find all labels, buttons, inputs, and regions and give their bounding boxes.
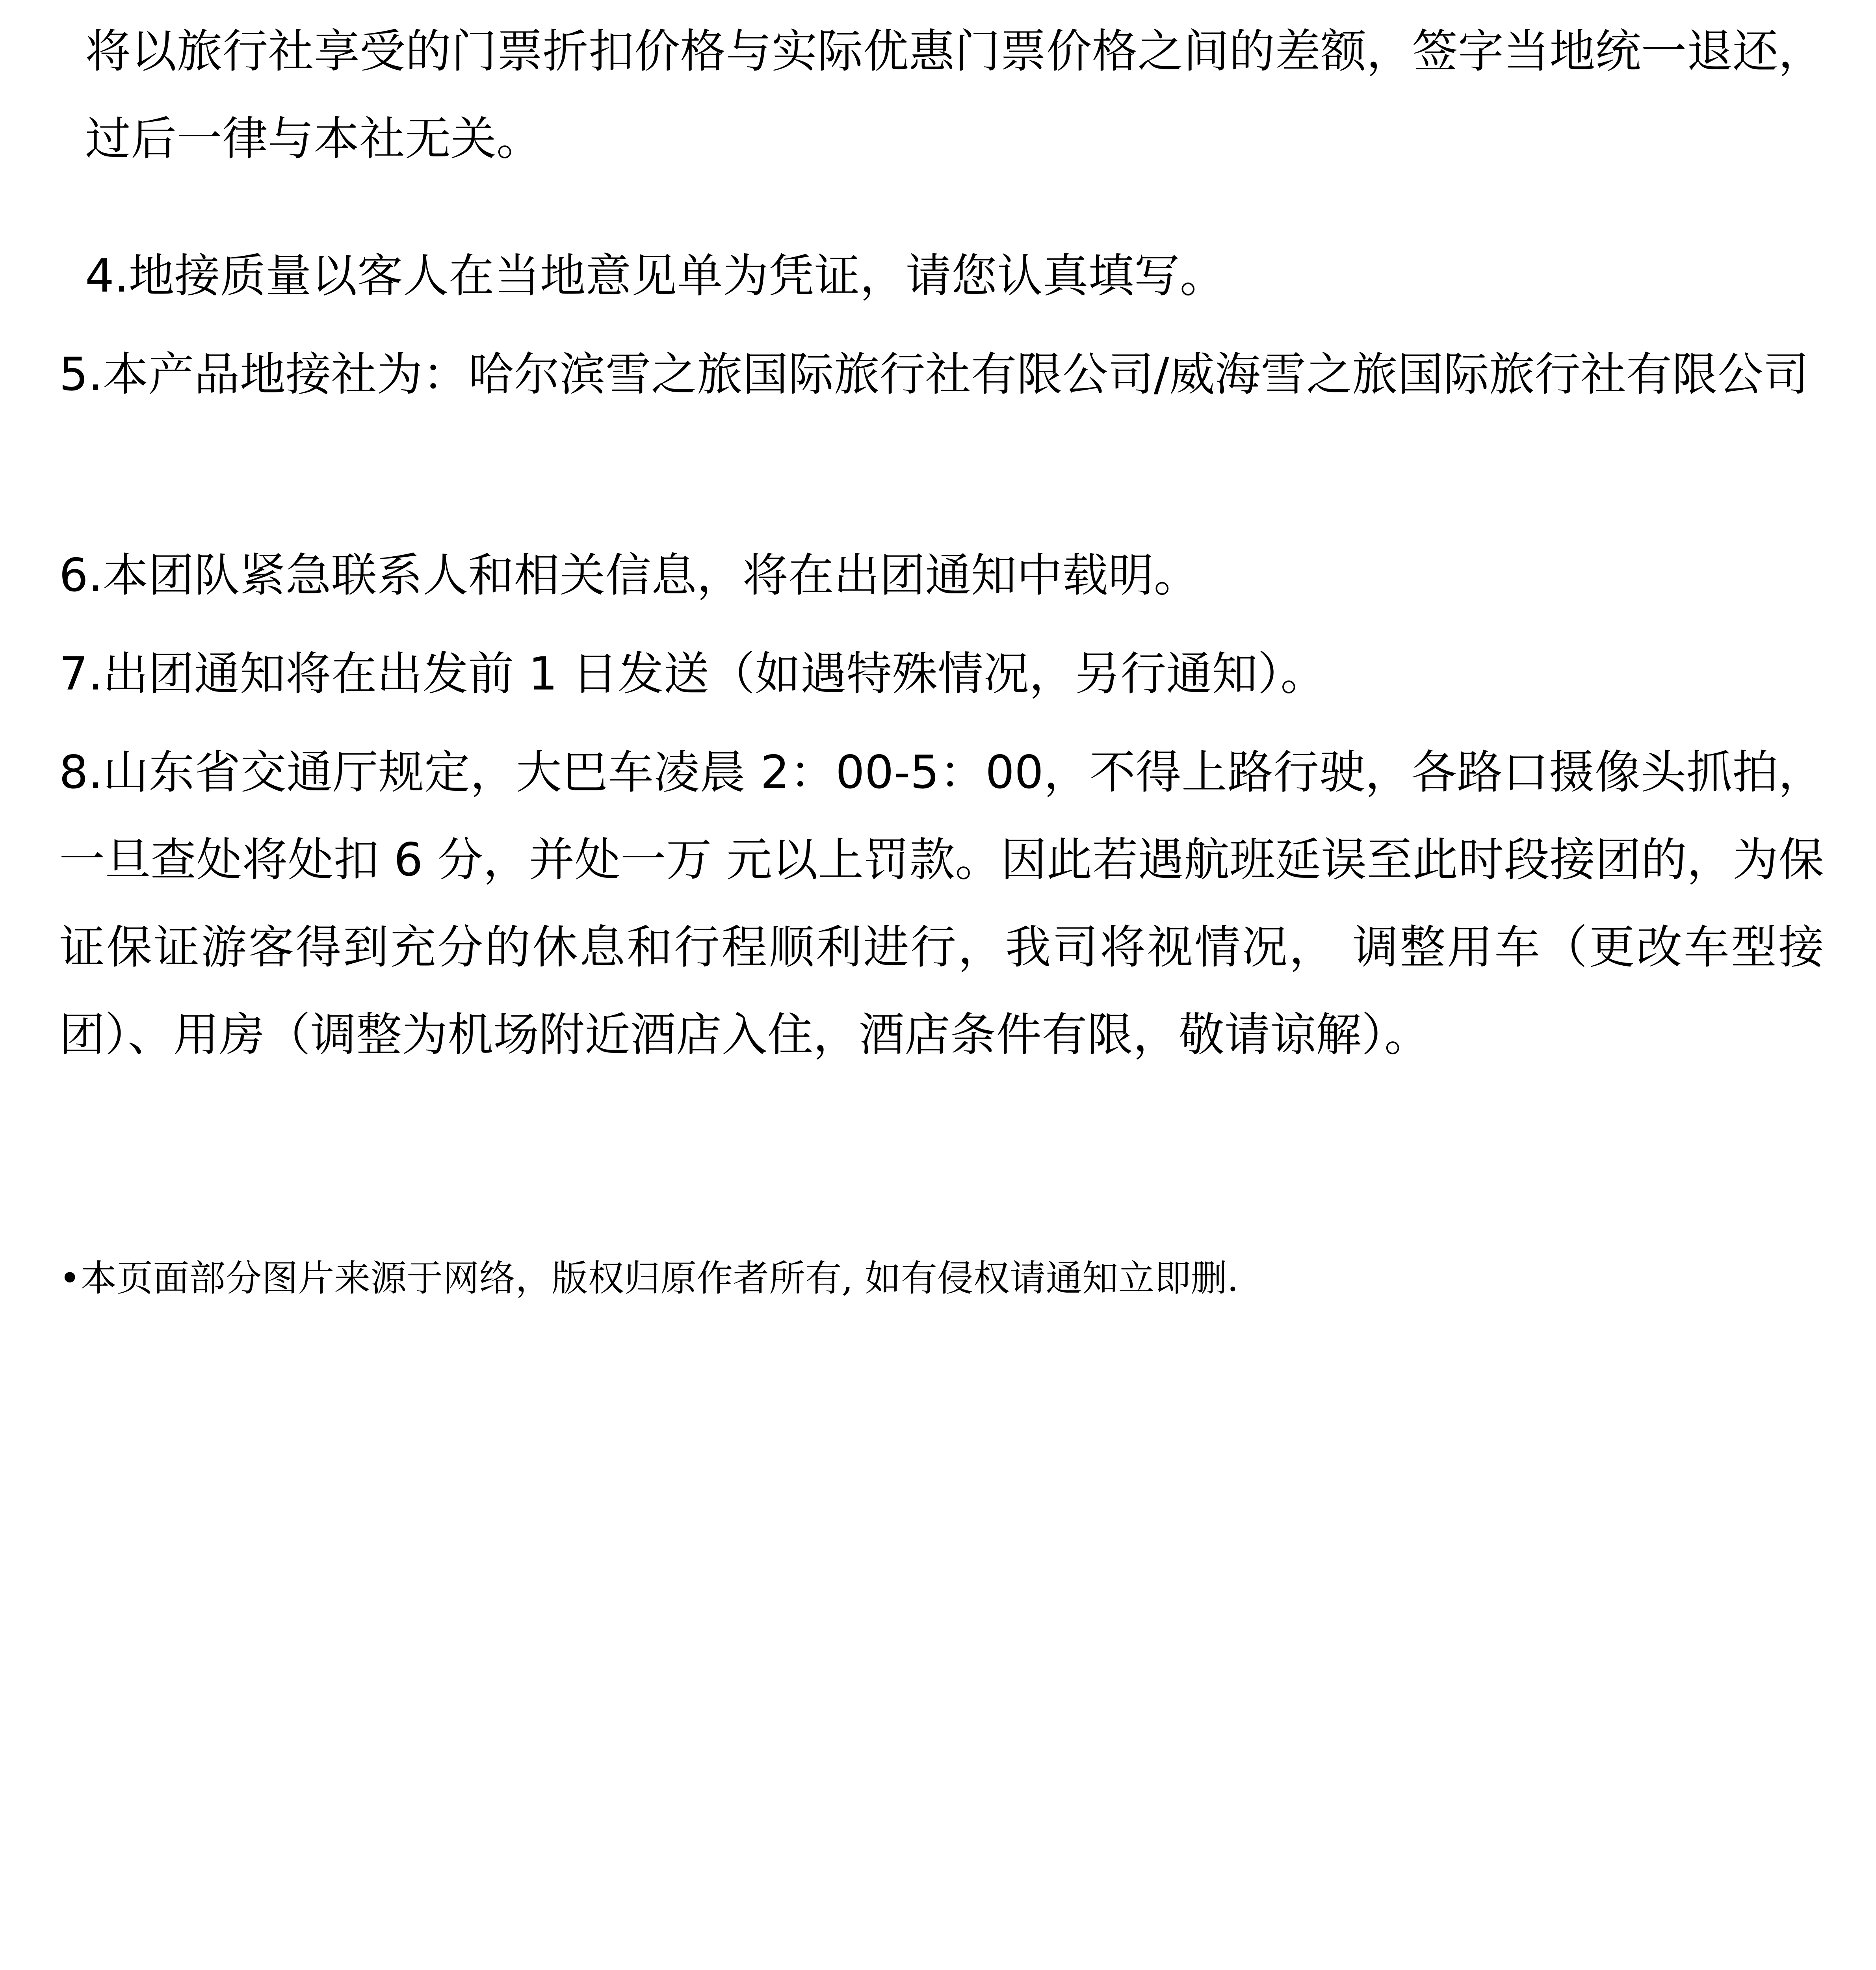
item-6-paragraph: 6.本团队紧急联系人和相关信息，将在出团通知中载明。	[59, 549, 1200, 602]
refund-paragraph: 将以旅行社享受的门票折扣价格与实际优惠门票价格之间的差额，签字当地统一退还，过后一律与本社无关。	[85, 25, 1824, 165]
item-8-paragraph: 8.山东省交通厅规定，大巴车凌晨 2：00-5：00，不得上路行驶，各路口摄像头抓拍，一旦查处将处扣 6 分，并处一万 元以上罚款。因此若遇航班延误至此时段接团的，为保证保证游客得到充分的休息和行程顺利进行，我司将视情况， 调整用车（更改车型接团）、用房（调整为机场附近酒店入住，酒店条件有限，敬请谅解）。	[59, 746, 1824, 1061]
item-4-paragraph: 4.地接质量以客人在当地意见单为凭证，请您认真填写。	[85, 249, 1226, 303]
copyright-footnote: •本页面部分图片来源于网络，版权归原作者所有, 如有侵权请通知立即删.	[59, 1257, 1239, 1299]
item-5-paragraph: 5.本产品地接社为：哈尔滨雪之旅国际旅行社有限公司/威海雪之旅国际旅行社有限公司	[59, 348, 1809, 401]
item-7-paragraph: 7.出团通知将在出发前 1 日发送（如遇特殊情况，另行通知）。	[59, 647, 1326, 701]
